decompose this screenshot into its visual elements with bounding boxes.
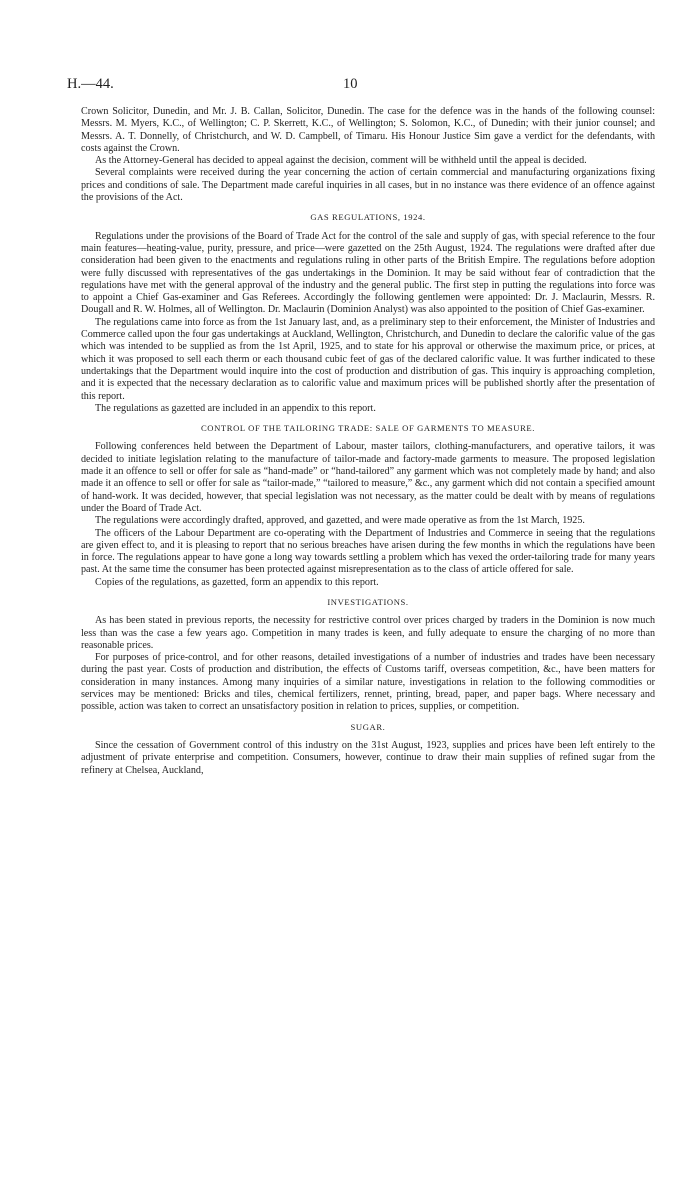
body-paragraph: The officers of the Labour Department are co-operating with the Department of Industries and Commerce in seeing that the regulations are given effect to, and it is pleasing to report that no serious breaches have arisen during the few months in which the regulations have been in force. The regulations appear to have gone a long way towards settling a problem which has vexed the order-tailoring trade for many years past. At the same time the consumer has been protected against misrepresentation as to the class of article offered for sale. [81, 527, 655, 576]
section-investigations [81, 596, 655, 714]
body-paragraph: The regulations came into force as from the 1st January last, and, as a preliminary step to their enforcement, the Minister of Industries and Commerce called upon the four gas undertakings at Auckland, Wellington, Christchurch, and Dunedin to declare the calorific value of the gas which was intended to be supplied as from the 1st April, 1925, and to state for his approval or otherwise the maximum price, or prices, at which it was proposed to sell each therm or each thousand cubic feet of gas of the declared calorific value. It was further indicated to these undertakings that the Department would inquire into the cost of production and distribution of gas. This inquiry is approaching completion, and it is expected that the necessary declaration as to calorific value and maximum prices will be published shortly after the presentation of this report. [81, 316, 655, 402]
page-header [67, 76, 640, 96]
body-paragraph: The regulations were accordingly drafted, approved, and gazetted, and were made operative as from the 1st March, 1925. [95, 515, 585, 527]
section-gas-regulations [81, 211, 655, 415]
section-sugar [81, 721, 655, 777]
section-heading: CONTROL OF THE TAILORING TRADE: SALE OF GARMENTS TO MEASURE. [200, 423, 536, 434]
body-paragraph: Since the cessation of Government control of this industry on the 31st August, 1923, supplies and prices have been left entirely to the adjustment of private enterprise and competition. Consumers, however, continue to draw their main supplies of refined sugar from the refinery at Chelsea, Auckland, [81, 739, 655, 776]
body-paragraph: Regulations under the provisions of the Board of Trade Act for the control of the sale and supply of gas, with special reference to the four main features—heating-value, purity, pressure, and price—were gazetted on the 25th August, 1924. The regulations were drafted after due consideration had been given to the enactments and regulations ruling in other parts of the British Empire. The regulations before adoption were fully discussed with representatives of the gas undertakings in the Dominion. It may be said without fear of contradiction that the regulations have met with the general approval of the industry and the general public. The first step in putting the regulations into force was to appoint a Chief Gas-examiner and Gas Referees. Accordingly the following gentlemen were appointed: Dr. J. Maclaurin, Messrs. R. Dougall and R. W. Holmes, all of Wellington. Dr. Maclaurin (Dominion Analyst) was also appointed to the position of Chief Gas-examiner. [81, 230, 655, 316]
body-paragraph: Crown Solicitor, Dunedin, and Mr. J. B. Callan, Solicitor, Dunedin. The case for the defence was in the hands of the following counsel: Messrs. M. Myers, K.C., of Wellington; C. P. Skerrett, K.C., of Wellington; S. Solomon, K.C., of Dunedin; with their junior counsel; and Messrs. A. T. Donnelly, of Christchurch, and W. D. Campbell, of Timaru. His Honour Justice Sim gave a verdict for the defendants, with costs against the Crown. [81, 106, 655, 154]
section-tailoring-trade [81, 422, 655, 589]
body-paragraph: As has been stated in previous reports, the necessity for restrictive control over prices charged by traders in the Dominion is now much less than was the case a few years ago. Competition in many trades is keen, and fully adequate to ensure the charging of no more than reasonable prices. [81, 615, 655, 651]
body-paragraph: For purposes of price-control, and for other reasons, detailed investigations of a number of industries and trades have been necessary during the past year. Costs of production and distribution, the effects of Customs tariff, overseas competition, &c., have been matters for consideration in many instances. Among many inquiries of a similar nature, investigations in relation to the following commodities or services may be mentioned: Bricks and tiles, chemical fertilizers, rennet, printing, bread, paper, and paper bags. Where necessary and possible, action was taken to correct an unsatisfactory position in relation to prices, supplies, or competition. [81, 652, 655, 713]
section-heading: SUGAR. [350, 721, 386, 732]
body-paragraph: Copies of the regulations, as gazetted, form an appendix to this report. [95, 576, 379, 588]
section-heading: GAS REGULATIONS, 1924. [310, 212, 426, 223]
page-number: 10 [343, 76, 358, 92]
section-continuation [81, 106, 655, 204]
section-heading: INVESTIGATIONS. [327, 596, 409, 607]
document-reference: H.—44. [67, 76, 114, 92]
body-paragraph: Following conferences held between the Department of Labour, master tailors, clothing-manufacturers, and operative tailors, it was decided to initiate legislation relating to the manufacture of tailor-made and factory-made garments to measure. The proposed legislation made it an offence to sell or offer for sale as “hand-made” or “hand-tailored” any garment which was not completely made by hand; and also made it an offence to sell or offer for sale as “tailor-made,” “tailored to measure,” &c., any garment which did not contain a specified amount of hand-work. It was decided, however, that special legislation was not necessary, as the matter could be dealt with by means of regulations under the Board of Trade Act. [81, 441, 655, 514]
body-paragraph: Several complaints were received during the year concerning the action of certain commercial and manufacturing organizations fixing prices and conditions of sale. The Department made careful inquiries in all cases, but in no instance was there evidence of an offence against the provisions of the Act. [81, 167, 655, 204]
body-paragraph: The regulations as gazetted are included in an appendix to this report. [95, 402, 376, 414]
page-body [81, 106, 655, 777]
body-paragraph: As the Attorney-General has decided to appeal against the decision, comment will be withheld until the appeal is decided. [95, 155, 587, 167]
